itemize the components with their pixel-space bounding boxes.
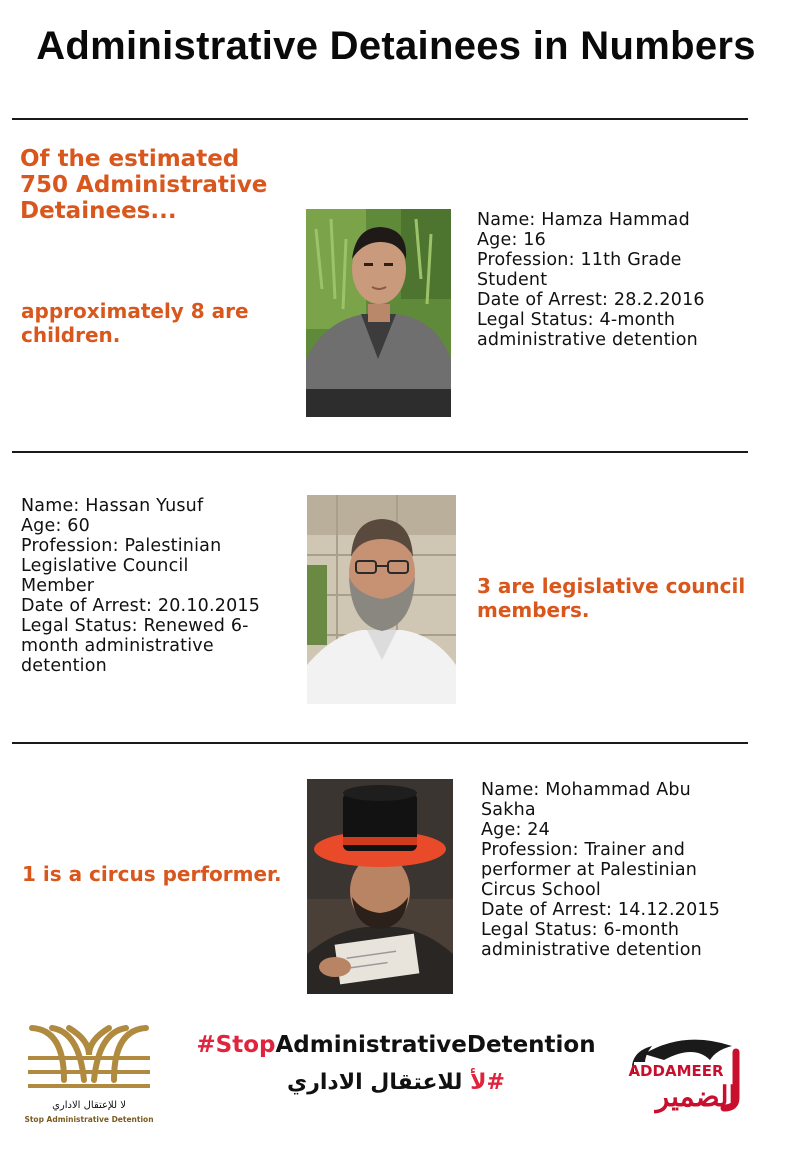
intro-line-1: Of the estimated — [20, 146, 240, 172]
stat-circus-performer: 1 is a circus performer. — [22, 862, 282, 886]
right-logo-arabic: الضمير — [655, 1080, 737, 1113]
divider-1 — [12, 451, 748, 453]
photo-hamza-hammad — [306, 209, 451, 417]
hashtag-rest: AdministrativeDetention — [275, 1032, 596, 1058]
info-date-of-arrest: Date of Arrest: 14.12.2015 — [481, 900, 721, 920]
intro-heading — [20, 146, 310, 224]
info-age: Age: 16 — [477, 230, 546, 250]
info-hamza-hammad — [477, 210, 777, 350]
info-legal-status-cont: administrative detention — [477, 330, 698, 350]
info-hassan-yusuf — [21, 496, 301, 676]
stat-council-line-1: 3 are legislative council — [477, 574, 746, 598]
arabic-hash: # — [486, 1070, 505, 1095]
info-profession-cont: Student — [477, 270, 548, 290]
intro-line-2: 750 Administrative — [20, 172, 268, 198]
info-legal-status: Legal Status: 4-month — [477, 310, 676, 330]
hashtag-prefix: #Stop — [196, 1032, 276, 1058]
stat-children-line-2: children. — [21, 323, 121, 347]
stat-council-line-2: members. — [477, 598, 590, 622]
info-profession-cont-2: Circus School — [481, 880, 601, 900]
right-logo-english: ADDAMEER — [628, 1062, 724, 1080]
stat-children — [21, 299, 291, 347]
info-legal-status-cont: month administrative — [21, 636, 214, 656]
info-legal-status: Legal Status: Renewed 6- — [21, 616, 249, 636]
info-age: Age: 60 — [21, 516, 90, 536]
info-mohammad-abu-sakha — [481, 780, 781, 960]
divider-2 — [12, 742, 748, 744]
photo-mohammad-abu-sakha — [307, 779, 453, 994]
arabic-la: لأ — [470, 1070, 487, 1095]
info-profession-cont: Legislative Council — [21, 556, 189, 576]
intro-line-3: Detainees... — [20, 198, 177, 224]
stat-children-line-1: approximately 8 are — [21, 299, 249, 323]
page-title: Administrative Detainees in Numbers — [36, 24, 756, 68]
addameer-logo — [624, 1024, 760, 1116]
info-profession: Profession: 11th Grade — [477, 250, 682, 270]
stat-legislative-council — [477, 574, 777, 622]
info-legal-status-cont-2: detention — [21, 656, 107, 676]
left-logo-arabic: لا للإعتقال الاداري — [52, 1100, 126, 1111]
divider-top — [12, 118, 748, 120]
info-profession-cont: performer at Palestinian — [481, 860, 698, 880]
info-legal-status-cont: administrative detention — [481, 940, 702, 960]
arabic-rest: للاعتقال الاداري — [287, 1070, 471, 1095]
info-date-of-arrest: Date of Arrest: 20.10.2015 — [21, 596, 261, 616]
photo-hassan-yusuf — [307, 495, 456, 704]
info-profession: Profession: Palestinian — [21, 536, 222, 556]
info-profession: Profession: Trainer and — [481, 840, 686, 860]
info-age: Age: 24 — [481, 820, 550, 840]
info-name: Name: Mohammad Abu — [481, 780, 691, 800]
info-date-of-arrest: Date of Arrest: 28.2.2016 — [477, 290, 705, 310]
info-name: Name: Hassan Yusuf — [21, 496, 204, 516]
info-profession-cont-2: Member — [21, 576, 95, 596]
info-name-cont: Sakha — [481, 800, 536, 820]
info-legal-status: Legal Status: 6-month — [481, 920, 680, 940]
info-name: Name: Hamza Hammad — [477, 210, 690, 230]
left-logo-english: Stop Administrative Detention — [24, 1115, 154, 1124]
